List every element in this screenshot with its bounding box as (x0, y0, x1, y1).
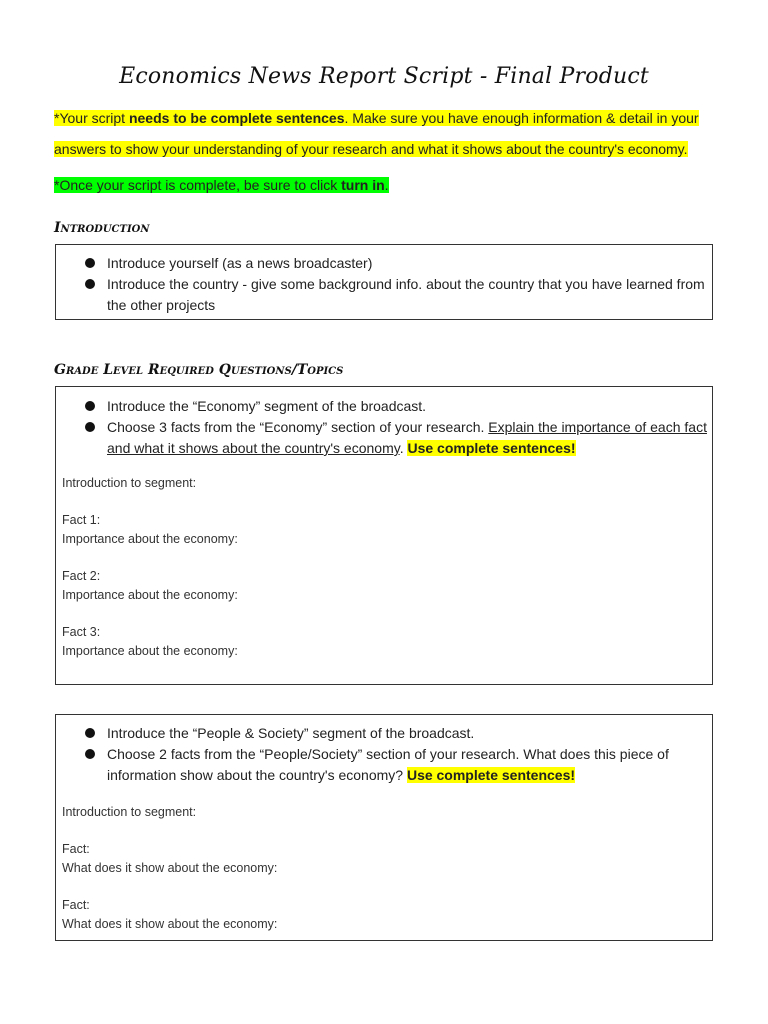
people-show-2-label: What does it show about the economy: (62, 917, 278, 931)
note1-highlight (54, 110, 699, 157)
economy-bullet-2-post: . (399, 440, 408, 456)
bullet-icon (85, 422, 95, 432)
page-title: Economics News Report Script - Final Product (119, 64, 649, 89)
people-show-1-label: What does it show about the economy: (62, 861, 278, 875)
list-item (56, 253, 712, 274)
note1-bold: needs to be complete sentences (128, 110, 345, 126)
note1-post: . Make sure you have enough information & detail in your answers to show your understanding of your research and what it shows about the country's economy. (54, 110, 699, 157)
people-bullet-1: Introduce the “People & Society” segment of the broadcast. (107, 725, 475, 741)
economy-fact-1-label: Fact 1: (62, 513, 101, 527)
intro-bullet-text: Introduce yourself (as a news broadcaster) (107, 255, 373, 271)
list-item (56, 396, 712, 417)
introduction-box (55, 244, 713, 320)
note2-post: . (384, 177, 389, 193)
note2-bold: turn in (341, 177, 385, 193)
economy-bullets (56, 396, 712, 459)
people-bullet-2-highlight: Use complete sentences! (406, 767, 576, 783)
economy-bullet-2-underline: Explain the importance of each fact and what it shows about the country's economy (107, 419, 707, 456)
economy-bullet-1: Introduce the “Economy” segment of the broadcast. (107, 398, 427, 414)
note2-pre: *Once your script is complete, be sure to click (54, 177, 342, 193)
economy-fact-3-label: Fact 3: (62, 625, 101, 639)
note2-highlight (54, 177, 389, 193)
instruction-complete-sentences (54, 103, 714, 165)
bullet-icon (85, 749, 95, 759)
intro-bullet-text: Introduce the country - give some background info. about the country that you have learned from the other projects (107, 276, 705, 313)
economy-bullet-2-pre: Choose 3 facts from the “Economy” section of your research. (107, 419, 489, 435)
list-item (56, 417, 712, 459)
people-fact-2-label: Fact: (62, 898, 90, 912)
economy-importance-2-label: Importance about the economy: (62, 588, 238, 602)
list-item (56, 744, 712, 786)
list-item (56, 723, 712, 744)
introduction-bullets (56, 253, 712, 316)
instruction-turn-in (54, 171, 714, 199)
note1-pre: *Your script (54, 110, 129, 126)
economy-importance-1-label: Importance about the economy: (62, 532, 238, 546)
people-society-segment-box (55, 714, 713, 941)
economy-intro-label: Introduction to segment: (62, 476, 197, 490)
economy-bullet-2-highlight: Use complete sentences! (407, 440, 576, 456)
people-fact-1-label: Fact: (62, 842, 90, 856)
bullet-icon (85, 401, 95, 411)
list-item (56, 274, 712, 316)
bullet-icon (85, 258, 95, 268)
economy-importance-3-label: Importance about the economy: (62, 644, 238, 658)
grade-level-heading: Grade Level Required Questions/Topics (54, 362, 344, 378)
people-bullet-2-pre: Choose 2 facts from the “People/Society” section of your research. What does this piece of information show about the country's economy? (107, 746, 669, 783)
people-intro-label: Introduction to segment: (62, 805, 197, 819)
economy-segment-box (55, 386, 713, 685)
economy-fact-2-label: Fact 2: (62, 569, 101, 583)
bullet-icon (85, 728, 95, 738)
people-bullets (56, 723, 712, 786)
introduction-heading: Introduction (54, 220, 150, 236)
bullet-icon (85, 279, 95, 289)
